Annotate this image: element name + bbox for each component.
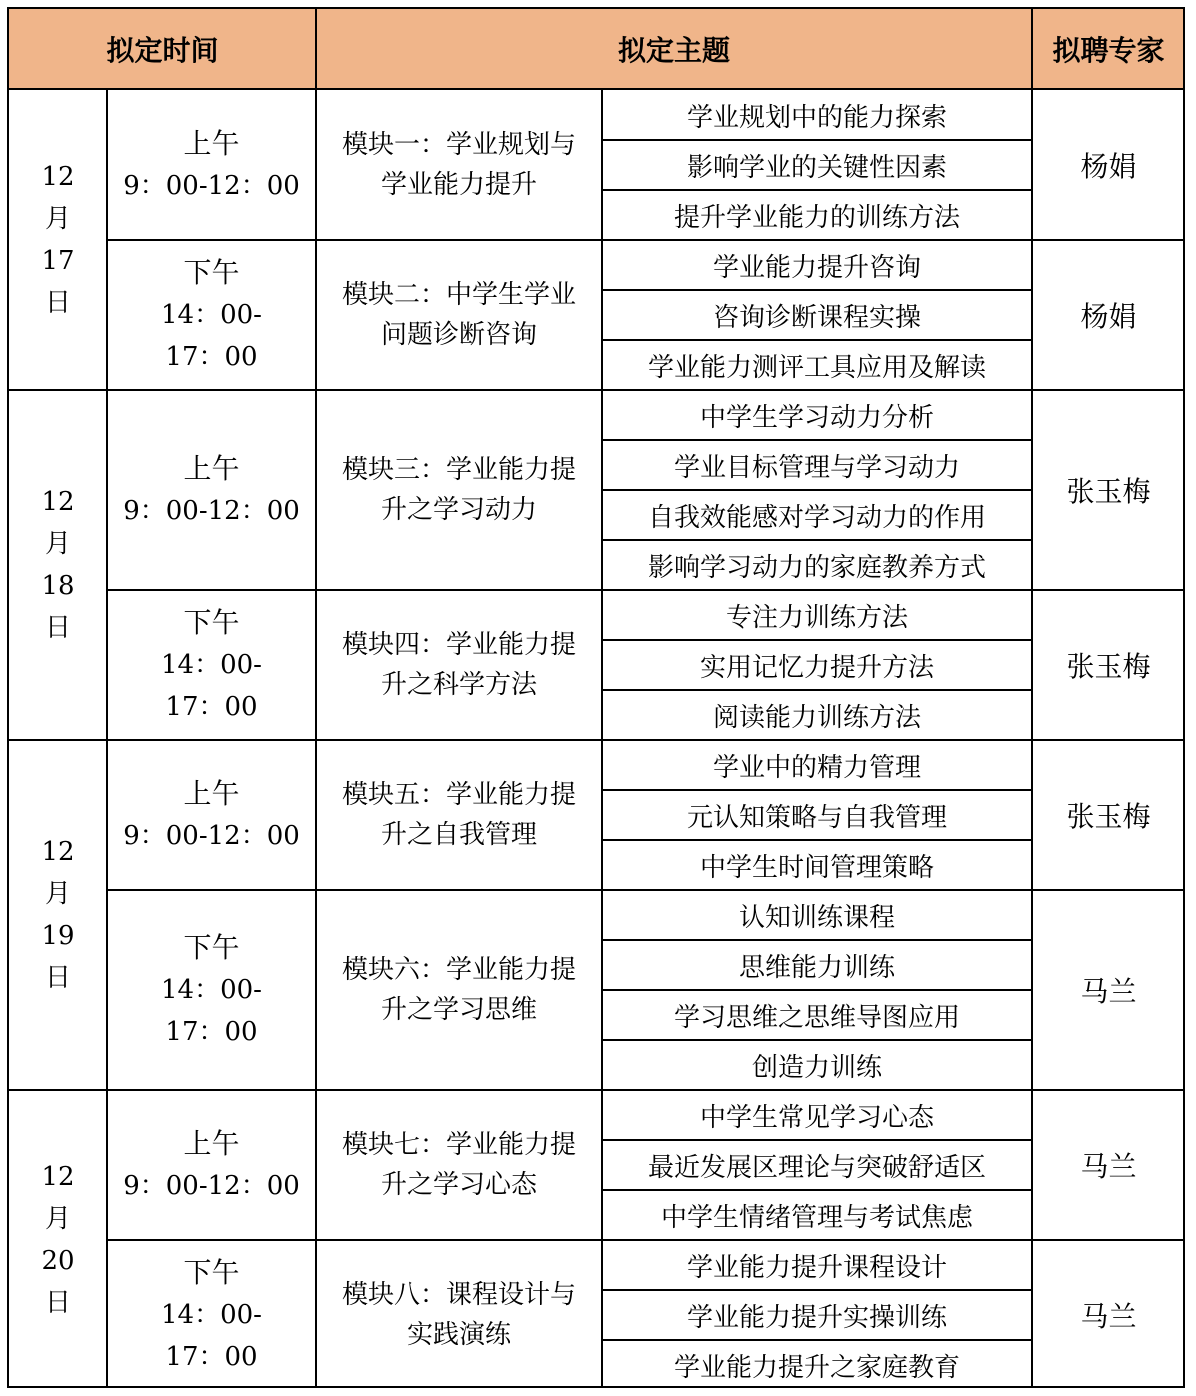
session-period: 上午 — [183, 1127, 240, 1160]
topic-cell: 专注力训练方法 — [725, 602, 908, 633]
session-time-cell — [107, 1090, 316, 1240]
topic-cell: 中学生情绪管理与考试焦虑 — [660, 1202, 973, 1233]
schedule-table — [7, 7, 1185, 1388]
expert-cell: 张玉梅 — [1066, 650, 1151, 683]
topic-cell: 学业目标管理与学习动力 — [673, 452, 960, 483]
topic-divider — [602, 1339, 1031, 1341]
topic-cell: 学业能力提升之家庭教育 — [673, 1352, 960, 1383]
session-time-cell — [107, 240, 316, 390]
date-cell: 12 月 19 日 — [41, 837, 75, 993]
topic-cell: 最近发展区理论与突破舒适区 — [647, 1152, 986, 1183]
topic-divider — [602, 989, 1031, 991]
topic-cell: 元认知策略与自我管理 — [686, 802, 947, 833]
topic-divider — [602, 1189, 1031, 1191]
module-cell: 模块六：学业能力提升之学习思维 — [341, 955, 576, 1025]
module-cell: 模块七：学业能力提升之学习心态 — [341, 1130, 576, 1200]
session-time-cell — [107, 890, 316, 1090]
date-cell: 12 月 20 日 — [41, 1162, 75, 1318]
session-time: 14：00- 17：00 — [161, 1300, 262, 1372]
session-time-cell — [107, 1240, 316, 1390]
topic-divider — [602, 139, 1031, 141]
session-time: 9：00-12：00 — [123, 1171, 300, 1201]
header-topic: 拟定主题 — [617, 33, 730, 67]
topic-divider — [602, 789, 1031, 791]
topic-divider — [602, 339, 1031, 341]
topic-cell: 学业能力测评工具应用及解读 — [647, 352, 986, 383]
expert-cell: 张玉梅 — [1066, 475, 1151, 508]
module-cell: 模块二：中学生学业问题诊断咨询 — [341, 280, 576, 350]
header-expert: 拟聘专家 — [1052, 33, 1165, 67]
module-cell: 模块八：课程设计与实践演练 — [341, 1280, 576, 1350]
topic-cell: 学业能力提升咨询 — [712, 252, 921, 283]
topic-divider — [602, 939, 1031, 941]
topic-divider — [602, 489, 1031, 491]
topic-divider — [602, 189, 1031, 191]
session-period: 下午 — [183, 931, 240, 964]
topic-cell: 影响学业的关键性因素 — [686, 152, 947, 183]
expert-cell: 张玉梅 — [1066, 800, 1151, 833]
expert-cell: 杨娟 — [1080, 150, 1137, 183]
session-time-cell — [107, 90, 316, 240]
topic-divider — [602, 1139, 1031, 1141]
topic-cell: 中学生常见学习心态 — [699, 1102, 934, 1133]
session-period: 上午 — [183, 127, 240, 160]
session-time: 9：00-12：00 — [123, 496, 300, 526]
session-time: 14：00- 17：00 — [161, 650, 262, 722]
topic-cell: 创造力训练 — [751, 1052, 882, 1083]
topic-cell: 实用记忆力提升方法 — [699, 652, 934, 683]
topic-cell: 自我效能感对学习动力的作用 — [647, 502, 986, 533]
topic-divider — [602, 689, 1031, 691]
topic-divider — [602, 539, 1031, 541]
session-period: 上午 — [183, 777, 240, 810]
topic-cell: 阅读能力训练方法 — [712, 702, 921, 733]
topic-divider — [602, 639, 1031, 641]
topic-cell: 学业能力提升课程设计 — [686, 1252, 947, 1283]
module-cell: 模块三：学业能力提升之学习动力 — [341, 455, 576, 525]
session-time: 9：00-12：00 — [123, 821, 300, 851]
session-period: 下午 — [183, 606, 240, 639]
topic-divider — [602, 839, 1031, 841]
session-time-cell — [107, 590, 316, 740]
date-cell: 12 月 18 日 — [41, 487, 75, 643]
module-cell: 模块四：学业能力提升之科学方法 — [341, 630, 576, 700]
session-period: 下午 — [183, 256, 240, 289]
topic-cell: 中学生时间管理策略 — [699, 852, 934, 883]
module-cell: 模块五：学业能力提升之自我管理 — [341, 780, 576, 850]
topic-cell: 咨询诊断课程实操 — [712, 302, 921, 333]
session-period: 下午 — [183, 1256, 240, 1289]
session-time-cell — [107, 740, 316, 890]
topic-cell: 影响学习动力的家庭教养方式 — [647, 552, 986, 583]
topic-divider — [602, 439, 1031, 441]
session-time: 14：00- 17：00 — [161, 975, 262, 1047]
topic-cell: 学习思维之思维导图应用 — [673, 1002, 960, 1033]
module-cell: 模块一：学业规划与学业能力提升 — [341, 130, 576, 200]
topic-cell: 学业规划中的能力探索 — [686, 102, 947, 133]
session-time-cell — [107, 390, 316, 590]
topic-cell: 学业能力提升实操训练 — [686, 1302, 947, 1333]
topic-cell: 提升学业能力的训练方法 — [673, 202, 960, 233]
session-time: 9：00-12：00 — [123, 171, 300, 201]
table-header — [9, 9, 1183, 90]
topic-cell: 认知训练课程 — [738, 902, 895, 933]
expert-cell: 马兰 — [1080, 1150, 1137, 1183]
topic-divider — [602, 1289, 1031, 1291]
session-period: 上午 — [183, 452, 240, 485]
topic-cell: 中学生学习动力分析 — [699, 402, 934, 433]
topic-cell: 思维能力训练 — [738, 952, 895, 983]
session-time: 14：00- 17：00 — [161, 300, 262, 372]
topic-divider — [602, 289, 1031, 291]
expert-cell: 杨娟 — [1080, 300, 1137, 333]
expert-cell: 马兰 — [1080, 1300, 1137, 1333]
date-cell: 12 月 17 日 — [41, 162, 75, 318]
topic-cell: 学业中的精力管理 — [712, 752, 921, 783]
header-time: 拟定时间 — [106, 33, 219, 67]
expert-cell: 马兰 — [1080, 975, 1137, 1008]
topic-divider — [602, 1039, 1031, 1041]
